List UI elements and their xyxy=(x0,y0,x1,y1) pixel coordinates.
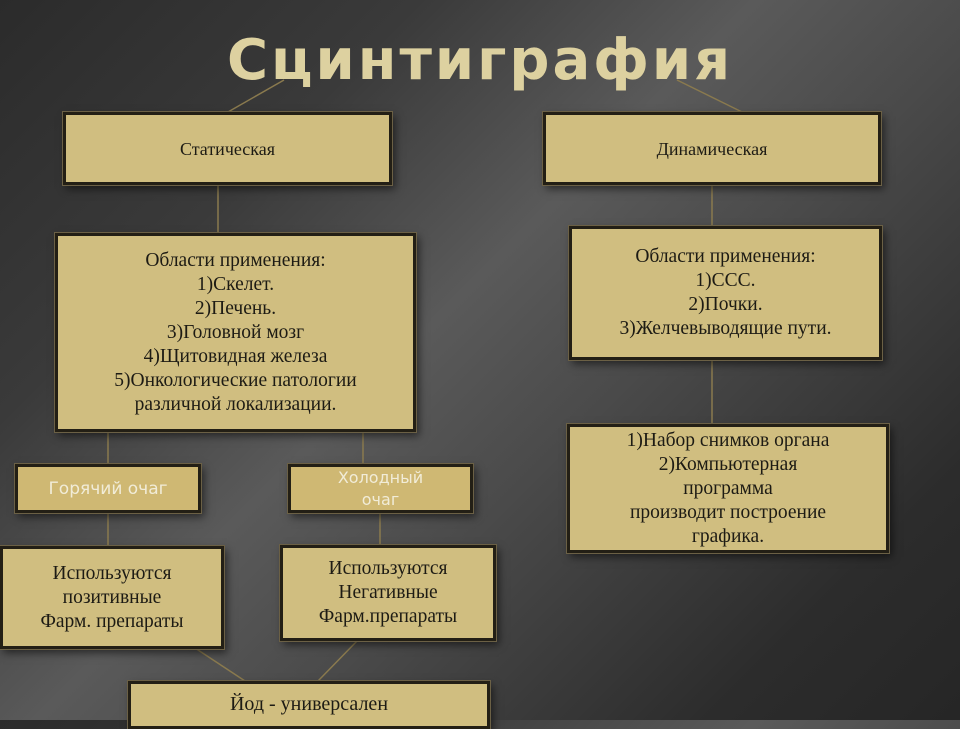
cold-desc-line: Фарм.препараты xyxy=(318,606,458,627)
static-areas-line: 3)Головной мозг xyxy=(166,321,305,343)
hot-focus-label: Горячий очаг xyxy=(48,478,168,499)
dynamic-areas-line: Области применения: xyxy=(635,246,816,267)
static-areas-line: Области применения: xyxy=(145,249,326,271)
connector-hot-iodine xyxy=(195,648,245,681)
dynamic-box xyxy=(543,112,881,185)
cold-focus-label: очаг xyxy=(361,489,400,509)
hot-desc-line: позитивные xyxy=(62,586,162,608)
static-areas-line: различной локализации. xyxy=(134,393,337,415)
dynamic-method-line: 2)Компьютерная xyxy=(658,453,798,475)
cold-focus-desc-box xyxy=(280,545,496,641)
dynamic-areas-line: 1)ССС. xyxy=(695,270,756,291)
dynamic-areas-box xyxy=(569,226,882,360)
hot-desc-line: Фарм. препараты xyxy=(40,610,184,632)
static-areas-box xyxy=(55,233,416,432)
cold-focus-label: Холодный xyxy=(337,467,424,487)
dynamic-label: Динамическая xyxy=(656,138,768,159)
page-title: Сцинтиграфия xyxy=(226,28,734,93)
connector-cold-iodine xyxy=(318,640,358,681)
static-label: Статическая xyxy=(179,138,276,159)
dynamic-areas-line: 3)Желчевыводящие пути. xyxy=(619,318,832,339)
iodine-box xyxy=(128,681,490,729)
iodine-label: Йод - универсален xyxy=(229,693,389,715)
dynamic-method-line: 1)Набор снимков органа xyxy=(626,429,830,451)
hot-focus-box xyxy=(15,464,201,513)
dynamic-areas-line: 2)Почки. xyxy=(688,294,763,315)
static-box xyxy=(63,112,392,185)
dynamic-method-box xyxy=(567,424,889,553)
cold-desc-line: Используются xyxy=(328,558,448,579)
static-areas-line: 5)Онкологические патологии xyxy=(114,369,357,391)
dynamic-method-line: программа xyxy=(683,477,773,499)
dynamic-method-line: графика. xyxy=(691,525,765,547)
hot-focus-desc-box xyxy=(0,546,224,649)
hot-desc-line: Используются xyxy=(52,562,172,584)
cold-desc-line: Негативные xyxy=(338,582,438,603)
dynamic-method-line: производит построение xyxy=(629,501,827,523)
static-areas-line: 4)Щитовидная железа xyxy=(143,345,328,367)
static-areas-line: 1)Скелет. xyxy=(196,273,275,295)
cold-focus-box xyxy=(288,464,473,513)
static-areas-line: 2)Печень. xyxy=(194,297,277,319)
